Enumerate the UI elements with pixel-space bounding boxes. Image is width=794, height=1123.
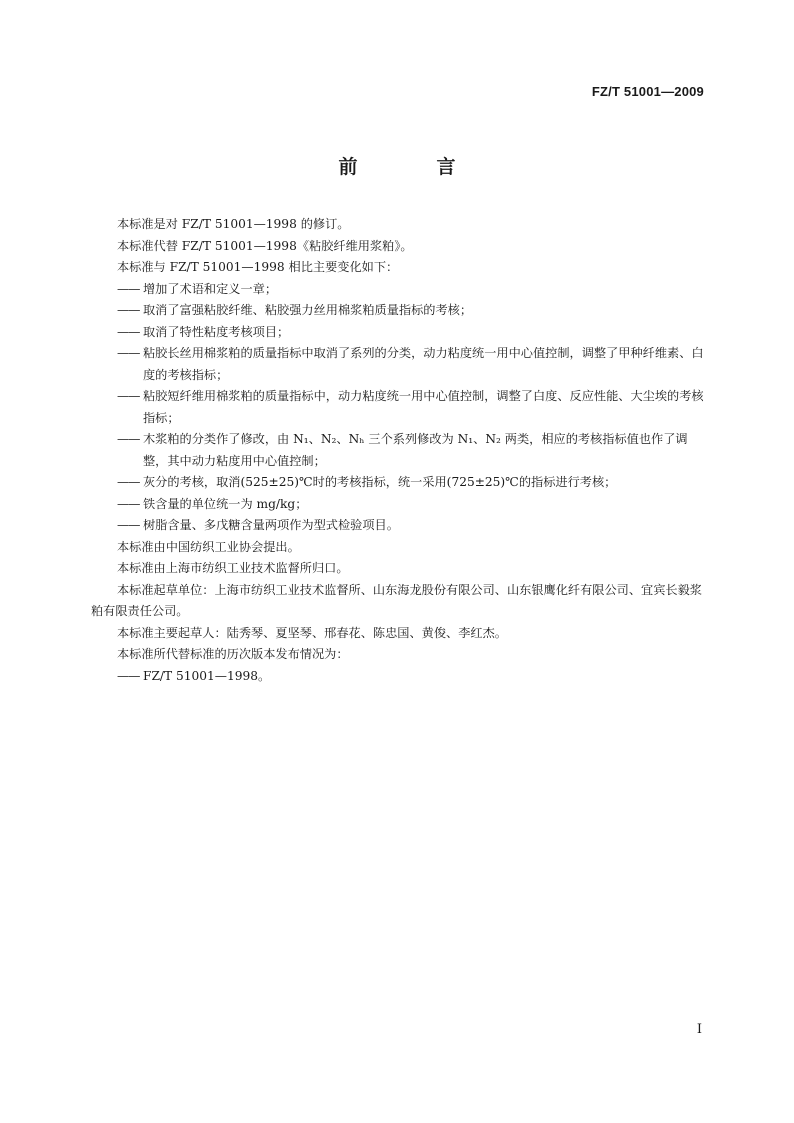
- paragraph-centralized-by: 本标准由上海市纺织工业技术监督所归口。: [117, 561, 349, 575]
- change-item: [91, 494, 707, 516]
- change-text: 铁含量的单位统一为 mg/kg；: [143, 496, 308, 511]
- change-text: 粘胶长丝用棉浆粕的质量指标中取消了系列的分类，动力粘度统一用中心值控制，调整了甲种纤维素、白度的考核指标；: [143, 346, 704, 382]
- dash-mark: ——: [117, 668, 140, 683]
- change-text: 木浆粕的分类作了修改，由 N₁、N₂、Nₕ 三个系列修改为 N₁、N₂ 两类，相应的考核指标值也作了调整，其中动力粘度用中心值控制；: [143, 432, 688, 468]
- change-text: 树脂含量、多戊糖含量两项作为型式检验项目。: [143, 518, 399, 532]
- change-item: [91, 279, 707, 301]
- dash-mark: ——: [117, 518, 140, 532]
- standard-code: FZ/T 51001—2009: [591, 84, 704, 99]
- dash-mark: ——: [117, 496, 140, 511]
- change-text: 粘胶短纤维用棉浆粕的质量指标中，动力粘度统一用中心值控制，调整了白度、反应性能、大尘埃的考核指标；: [143, 389, 704, 425]
- page-title: 前 言: [338, 156, 486, 178]
- page-number: I: [696, 1022, 702, 1037]
- dash-mark: ——: [117, 324, 140, 339]
- change-item: [91, 343, 707, 386]
- dash-mark: ——: [117, 389, 140, 403]
- change-text: 灰分的考核，取消(525±25)℃时的考核指标，统一采用(725±25)℃的指标进行考核；: [143, 475, 617, 489]
- paragraph-replaces: 本标准代替 FZ/T 51001—1998《粘胶纤维用浆粕》。: [117, 238, 413, 253]
- paragraph-proposed-by: 本标准由中国纺织工业协会提出。: [117, 539, 300, 554]
- change-text: 取消了特性粘度考核项目；: [143, 324, 290, 339]
- paragraph-history-intro: 本标准所代替标准的历次版本发布情况为：: [117, 647, 349, 661]
- dash-mark: ——: [117, 475, 140, 489]
- paragraph-drafting-units: 本标准起草单位：上海市纺织工业技术监督所、山东海龙股份有限公司、山东银鹰化纤有限公司、宜宾长毅浆粕有限责任公司。: [91, 582, 702, 618]
- dash-mark: ——: [117, 432, 140, 446]
- change-item: [91, 386, 707, 429]
- change-text: 增加了术语和定义一章；: [143, 281, 278, 296]
- history-text: FZ/T 51001—1998。: [143, 668, 271, 683]
- change-text: 取消了富强粘胶纤维、粘胶强力丝用棉浆粕质量指标的考核；: [143, 303, 473, 317]
- history-item: [91, 666, 707, 688]
- dash-mark: ——: [117, 303, 140, 317]
- change-item: [91, 429, 707, 472]
- change-item: [91, 515, 707, 537]
- foreword-body: [91, 214, 707, 687]
- dash-mark: ——: [117, 281, 140, 296]
- dash-mark: ——: [117, 346, 140, 360]
- paragraph-changes-intro: 本标准与 FZ/T 51001—1998 相比主要变化如下：: [117, 260, 399, 274]
- change-item: [91, 322, 707, 344]
- paragraph-drafters: 本标准主要起草人：陆秀琴、夏坚琴、邢春花、陈忠国、黄俊、李红杰。: [117, 625, 507, 640]
- change-item: [91, 300, 707, 322]
- paragraph-revision: 本标准是对 FZ/T 51001—1998 的修订。: [117, 217, 350, 231]
- change-item: [91, 472, 707, 494]
